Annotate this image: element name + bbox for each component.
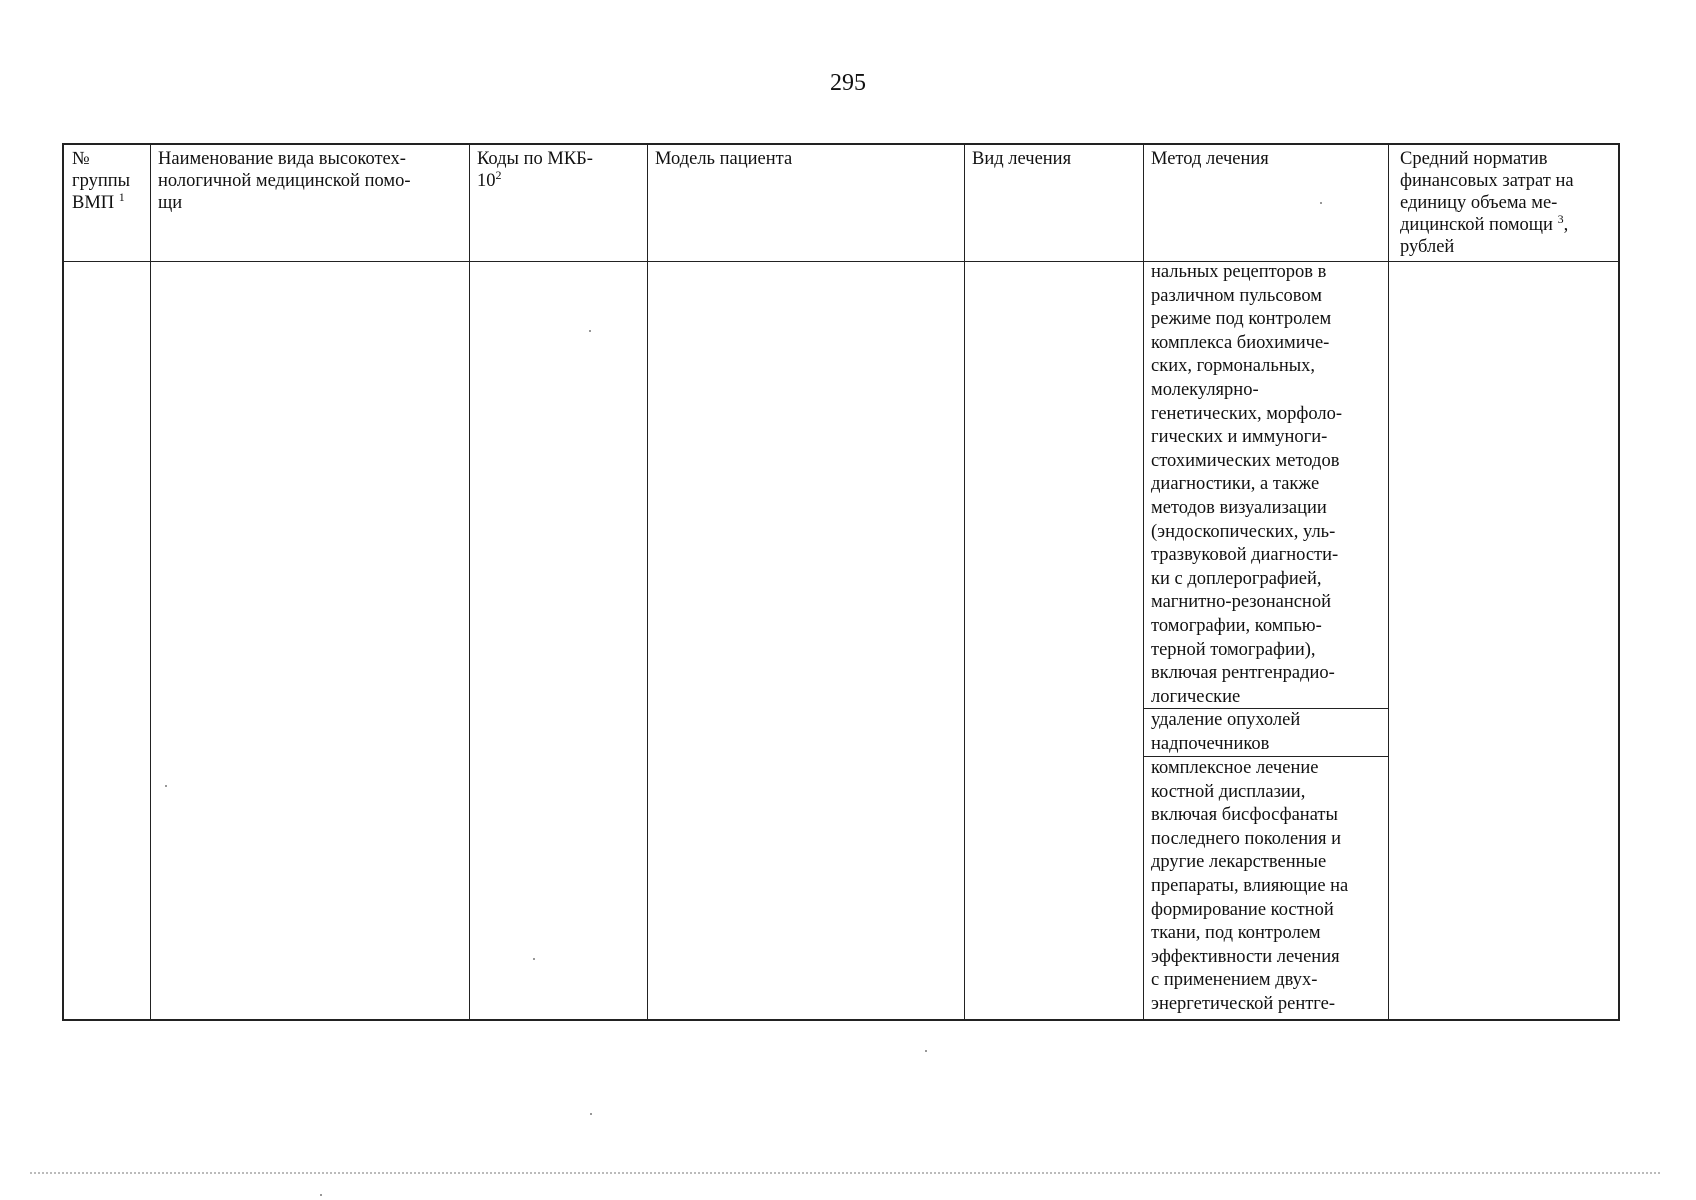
column-divider — [469, 145, 470, 1019]
column-divider — [647, 145, 648, 1019]
header-patient-model: Модель пациента — [655, 149, 793, 169]
method-cell: комплексное лечение костной дисплазии, включая бисфосфанаты последнего поколения и другие лекарственные препараты, влияющие на формирование костной ткани, под контролем эффективности лечения с применением двух- энергетической рентге- — [1151, 758, 1349, 1014]
column-divider — [964, 145, 965, 1019]
column-divider — [1388, 145, 1389, 1019]
scan-speck — [589, 330, 591, 332]
header-treatment-type: Вид лечения — [972, 149, 1072, 169]
header-average-cost: Средний норматив финансовых затрат на единицу объема ме- дицинской помощи $^3$, рублей — [1400, 149, 1574, 257]
scan-speck — [533, 958, 535, 960]
method-cell: нальных рецепторов в различном пульсовом режиме под контролем комплекса биохимиче- ских, гормональных, молекулярно- генетических, морфоло- гических и иммуноги- стохимических методов диагностики, а также методов визуализации (эндоскопических, уль- тразвуковой диагности- ки с доплерографией, магнитно-резонансной томографии, компью- терной томографии), включая рентгенрадио- логические — [1151, 262, 1343, 707]
scan-artifact-line — [30, 1172, 1660, 1174]
header-treatment-method: Метод лечения — [1151, 149, 1269, 169]
treatment-table — [62, 143, 1620, 1021]
method-cell: удаление опухолей надпочечников — [1151, 710, 1301, 754]
scan-speck — [925, 1050, 927, 1052]
page-number: 295 — [830, 70, 866, 96]
column-divider — [150, 145, 151, 1019]
header-icd-codes: Коды по МКБ- $10^2$ — [477, 149, 593, 191]
header-care-type: Наименование вида высокотех- нологичной медицинской помо- щи — [158, 149, 411, 213]
scan-speck — [165, 785, 167, 787]
scan-speck — [590, 1113, 592, 1115]
scan-speck — [1320, 202, 1322, 204]
header-group-number: № группы ВМП $^1$ — [72, 149, 131, 213]
scan-speck — [320, 1194, 322, 1196]
